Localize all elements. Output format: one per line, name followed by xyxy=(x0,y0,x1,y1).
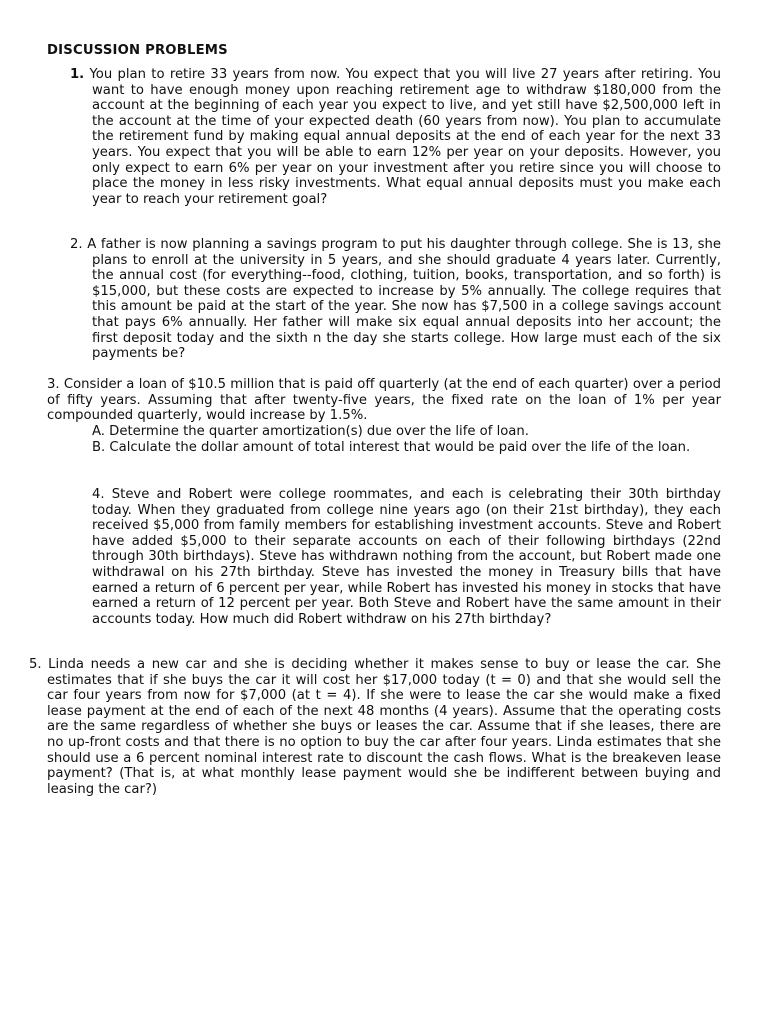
problem-4: 4. Steve and Robert were college roommates, and each is celebrating their 30th birthday today. When they graduated from college nine years ago (on their 21st birthday), they each received $5,000 from family members for establishing investment accounts. Steve and Robert have added $5,000 to their separate accounts on each of their following birthdays (22nd through 30th birthdays). Steve has withdrawn nothing from the account, but Robert made one withdrawal on his 27th birthday. Steve has invested the money in Treasury bills that have earned a return of 6 percent per year, while Robert has invested his money in stocks that have earned a return of 12 percent per year. Both Steve and Robert have the same amount in their accounts today. How much did Robert withdraw on his 27th birthday? xyxy=(92,487,721,627)
problem-3: 3. Consider a loan of $10.5 million that is paid off quarterly (at the end of each quarter) over a period of fifty years. Assuming that after twenty-five years, the fixed rate on the loan of 1% per year compounded quarterly, would increase by 1.5%. xyxy=(47,377,721,424)
problem-3-part-a: A. Determine the quarter amortization(s) due over the life of loan. xyxy=(92,424,529,439)
problem-1-text: You plan to retire 33 years from now. You expect that you will live 27 years after retiring. You want to have enough money upon reaching retirement age to withdraw $180,000 from the account at the beginning of each year you expect to live, and yet still have $2,500,000 left in the account at the time of your expected death (60 years from now). You plan to accumulate the retirement fund by making equal annual deposits at the end of each year for the next 33 years. You expect that you will be able to earn 12% per year on your deposits. However, you only expect to earn 6% per year on your investment after you retire since you will choose to place the money in less risky investments. What equal annual deposits must you make each year to reach your retirement goal? xyxy=(89,67,721,207)
problem-1-number: 1. xyxy=(70,67,85,82)
problem-1 xyxy=(70,67,721,207)
page-title: DISCUSSION PROBLEMS xyxy=(47,43,228,58)
problem-3-part-b: B. Calculate the dollar amount of total interest that would be paid over the life of the loan. xyxy=(92,440,691,455)
problem-5: 5. Linda needs a new car and she is deciding whether it makes sense to buy or lease the car. She estimates that if she buys the car it will cost her $17,000 today (t = 0) and that she would sell the car four years from now for $7,000 (at t = 4). If she were to lease the car she would make a fixed lease payment at the end of each of the next 48 months (4 years). Assume that the operating costs are the same regardless of whether she buys or leases the car. Assume that if she leases, there are no up-front costs and that there is no option to buy the car after four years. Linda estimates that she should use a 6 percent nominal interest rate to discount the cash flows. What is the breakeven lease payment? (That is, at what monthly lease payment would she be indifferent between buying and leasing the car?) xyxy=(29,657,721,797)
problem-2: 2. A father is now planning a savings program to put his daughter through college. She is 13, she plans to enroll at the university in 5 years, and she should graduate 4 years later. Currently, the annual cost (for everything--food, clothing, tuition, books, transportation, and so forth) is $15,000, but these costs are expected to increase by 5% annually. The college requires that this amount be paid at the start of the year. She now has $7,500 in a college savings account that pays 6% annually. Her father will make six equal annual deposits into her account; the first deposit today and the sixth n the day she starts college. How large must each of the six payments be? xyxy=(70,237,721,362)
